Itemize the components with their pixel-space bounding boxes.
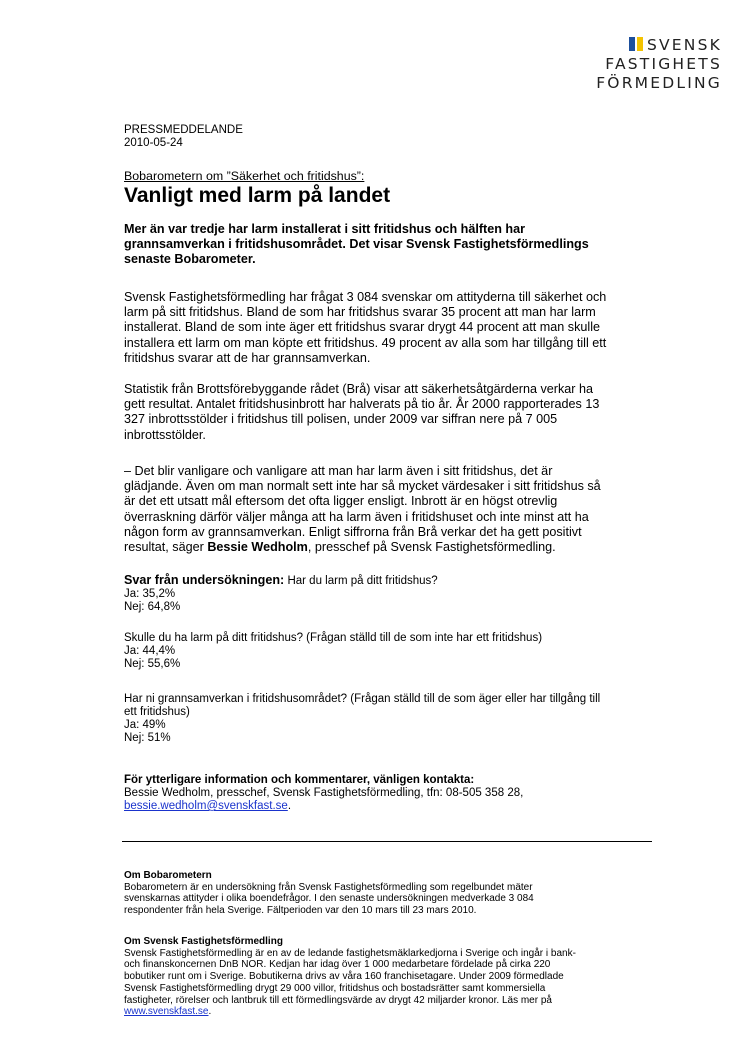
survey-q1-yes: Ja: 35,2% — [124, 588, 176, 600]
survey-heading: Svar från undersökningen: — [124, 573, 285, 587]
website-link[interactable]: www.svenskfast.se — [124, 1006, 209, 1018]
spokesperson-name: Bessie Wedholm — [207, 540, 308, 555]
survey-q2-no: Nej: 55,6% — [124, 658, 181, 670]
flag-icon-blue — [629, 37, 635, 51]
about-company: Om Svensk Fastighetsförmedling Svensk Fastighetsförmedling är en av de ledande fastighetsmäklarkedjorna i Sverige och ingår i bank- och finanskoncernen DnB NOR. Kedjan har idag över 1 000 medarbetare fördelade på cirka 220 bobutiker runt om i Sverige. Bobutikerna drivs av våra 160 franchisetagare. Under 2009 förmedlade Svensk Fastighetsförmedling drygt 29 000 villor, fritidshus och bostadsrätter samt kommersiella fastigheter, rörelser och lantbruk till ett förmedlingsvärde av drygt 42 miljarder kronor. Läs mer på www.svenskfast.se. — [124, 936, 576, 1018]
about-bobarometern-heading: Om Bobarometern — [124, 870, 212, 881]
paragraph-1: Svensk Fastighetsförmedling har frågat 3 084 svenskar om attityderna till säkerhet och larm på sitt fritidshus. Bland de som har fritidshus svarar 35 procent att man har larm installerat. Bland de som inte äger ett fritidshus svarar drygt 44 procent att man skulle installera ett larm om man köpte ett fritidshus. 49 procent av alla som har tillgång till ett fritidshus svarar att de har grannsamverkan. — [124, 290, 607, 365]
logo-line-1: SVENSK — [542, 36, 722, 55]
survey-q2 — [124, 632, 542, 671]
doc-date: 2010-05-24 — [124, 137, 183, 149]
survey-q3-question-line-2: ett fritidshus) — [124, 706, 190, 718]
contact-heading: För ytterligare information och kommentarer, vänligen kontakta: — [124, 774, 475, 786]
lead-paragraph: Mer än var tredje har larm installerat i sitt fritidshus och hälften har grannsamverkan i fritidshusområdet. Det visar Svensk Fastighetsförmedlings senaste Bobarometer. — [124, 222, 589, 267]
survey-q2-question: Skulle du ha larm på ditt fritidshus? (Frågan ställd till de som inte har ett fritidshus) — [124, 632, 543, 644]
contact-email-line: bessie.wedholm@svenskfast.se. — [124, 800, 292, 812]
website-line: www.svenskfast.se. — [124, 1006, 212, 1018]
headline: Vanligt med larm på landet — [124, 184, 391, 207]
survey-results — [124, 574, 438, 614]
survey-q3-no: Nej: 51% — [124, 732, 171, 744]
about-bobarometern: Om Bobarometern Bobarometern är en undersökning från Svensk Fastighetsförmedling som regelbundet mäter svenskarnas attityder i olika boendefrågor. I den senaste undersökningen medverkade 3 084 respondenter från hela Sverige. Fältperioden var den 10 mars till 23 mars 2010. — [124, 870, 534, 917]
survey-q2-yes: Ja: 44,4% — [124, 645, 176, 657]
footer-divider — [122, 841, 652, 842]
survey-q3 — [124, 693, 600, 745]
survey-q3-question-line-1: Har ni grannsamverkan i fritidshusområdet? (Frågan ställd till de som äger eller har tillgång till — [124, 693, 601, 705]
flag-icon-yellow — [637, 37, 643, 51]
quote-paragraph: – Det blir vanligare och vanligare att man har larm även i sitt fritidshus, det är glädjande. Även om man normalt sett inte har så mycket värdesaker i sitt fritidshus så är det ett utsatt mål eftersom det ofta ligger ensligt. Inbrott är en högst otrevlig överraskning därför väljer många att ha larm även i fritidshuset och inte minst att ha någon form av grannsamverkan. Enligt siffrorna från Brå verkar det ha gett positivt resultat, säger Bessie Wedholm, presschef på Svensk Fastighetsförmedling. — [124, 464, 601, 555]
logo-line-2: FASTIGHETS — [605, 55, 722, 73]
logo-line-3: FÖRMEDLING — [596, 74, 722, 92]
doc-type: PRESSMEDDELANDE — [124, 124, 243, 136]
survey-q1-no: Nej: 64,8% — [124, 601, 181, 613]
paragraph-2: Statistik från Brottsförebyggande rådet (Brå) visar att säkerhetsåtgärderna verkar ha gett resultat. Antalet fritidshusinbrott har halverats på tio år. År 2000 rapporterades 13 327 inbrottsstölder i fritidshus till polisen, under 2009 var siffran nere på 7 005 inbrottsstölder. — [124, 382, 600, 442]
kicker: Bobarometern om ”Säkerhet och fritidshus”: — [124, 169, 365, 183]
contact-email-link[interactable]: bessie.wedholm@svenskfast.se — [124, 800, 288, 812]
company-logo — [542, 36, 722, 93]
about-company-heading: Om Svensk Fastighetsförmedling — [124, 936, 283, 947]
survey-q1-question: Svar från undersökningen: Har du larm på ditt fritidshus? — [124, 573, 438, 587]
contact-line: Bessie Wedholm, presschef, Svensk Fastighetsförmedling, tfn: 08-505 358 28, — [124, 787, 524, 799]
contact-block — [124, 774, 523, 813]
press-header — [124, 124, 243, 150]
quote-attribution: resultat, säger Bessie Wedholm, presschef på Svensk Fastighetsförmedling. — [124, 540, 556, 555]
survey-q3-yes: Ja: 49% — [124, 719, 166, 731]
